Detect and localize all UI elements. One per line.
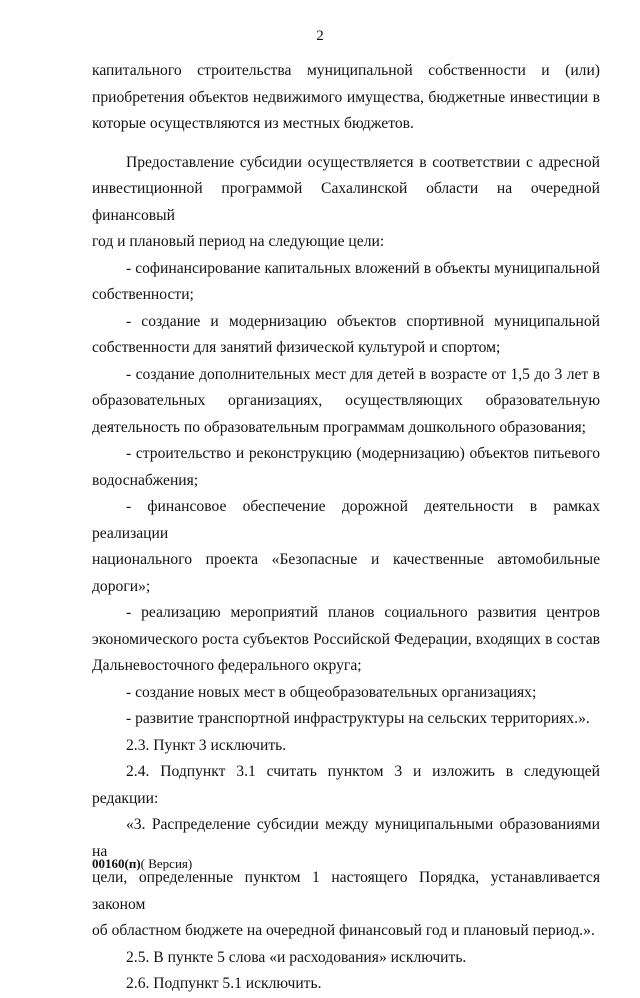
text-line: 2.6. Подпункт 5.1 исключить.	[126, 975, 322, 992]
text-line: цели, определенные пунктом 1 настоящего Порядка, устанавливается законом	[92, 869, 600, 913]
text-line: - финансовое обеспечение дорожной деятельности в рамках реализации	[92, 498, 600, 542]
text-line: Предоставление субсидии осуществляется в соответствии с адресной	[126, 153, 600, 171]
text-line: капитального строительства муниципальной собственности и (или)	[92, 62, 600, 79]
text-line: год и плановый период на следующие цели:	[92, 233, 385, 250]
text-line: об областном бюджете на очередной финансовый год и плановый период.».	[92, 922, 595, 939]
text-line: - развитие транспортной инфраструктуры на сельских территориях.».	[126, 710, 590, 727]
text-line: водоснабжения;	[92, 471, 199, 489]
document-footer	[92, 856, 192, 872]
text-line: собственности для занятий физической культурой и спортом;	[92, 339, 501, 356]
text-line: национального проекта «Безопасные и качественные автомобильные дороги»;	[92, 551, 600, 595]
text-line: - создание и модернизацию объектов спортивной муниципальной	[126, 312, 600, 330]
footer-code: 00160(п)	[92, 856, 141, 871]
text-line: 2.5. В пункте 5 слова «и расходования» исключить.	[126, 948, 467, 966]
text-line: собственности;	[92, 286, 194, 303]
text-line: экономического роста субъектов Российской Федерации, входящих в состав	[92, 630, 600, 648]
paragraph-gap	[92, 138, 600, 150]
text-line: 2.3. Пункт 3 исключить.	[126, 736, 287, 754]
text-line: «3. Распределение субсидии между муниципальными образованиями на	[92, 816, 600, 860]
text-line: 2.4. Подпункт 3.1 считать пунктом 3 и изложить в следующей редакции:	[92, 763, 600, 807]
text-line: - софинансирование капитальных вложений в объекты муниципальной	[126, 259, 600, 277]
text-line: - реализацию мероприятий планов социального развития центров	[126, 604, 600, 621]
text-line: - строительство и реконструкцию (модернизацию) объектов питьевого	[126, 445, 600, 462]
text-line: - создание новых мест в общеобразовательных организациях;	[126, 683, 537, 701]
page-number: 2	[316, 28, 324, 44]
text-line: деятельность по образовательным программам дошкольного образования;	[92, 418, 586, 436]
text-line: приобретения объектов недвижимого имущества, бюджетные инвестиции в	[92, 88, 600, 106]
text-line: Дальневосточного федерального округа;	[92, 657, 362, 674]
footer-version: ( Версия)	[140, 856, 193, 871]
text-line: образовательных организациях, осуществляющих образовательную	[92, 392, 600, 409]
text-line: инвестиционной программой Сахалинской области на очередной финансовый	[92, 180, 600, 224]
text-line: - создание дополнительных мест для детей в возрасте от 1,5 до 3 лет в	[126, 365, 600, 383]
text-line: которые осуществляются из местных бюджетов.	[92, 115, 414, 132]
